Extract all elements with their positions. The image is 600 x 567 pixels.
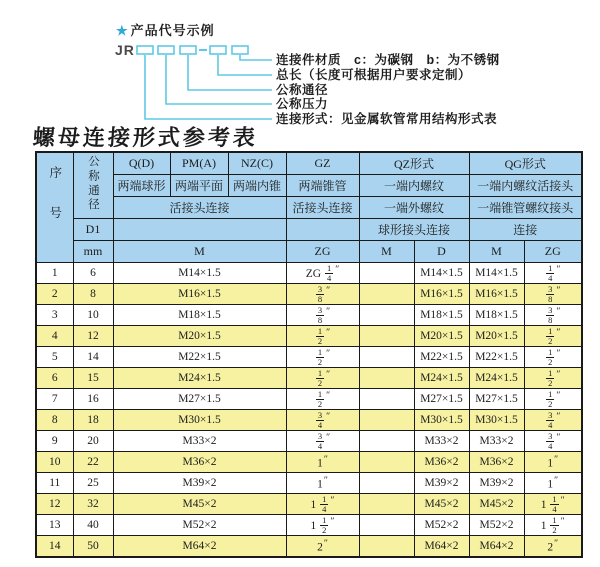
- leader-line-material: [240, 55, 272, 60]
- cell-no: 7: [36, 389, 73, 410]
- cell-no: 12: [36, 494, 73, 515]
- cell-qz-m: [359, 305, 414, 326]
- cell-dn: 50: [73, 536, 113, 558]
- cell-qg-m: M27×1.5: [469, 389, 524, 410]
- label-connection-form: 连接形式：见金属软管常用结构形式表: [276, 112, 498, 126]
- cell-no: 5: [36, 347, 73, 368]
- cell-m: M27×1.5: [113, 389, 286, 410]
- cell-qz-d: M33×2: [414, 431, 469, 452]
- cell-qg-zg: $\frac{1}{2}$ ″: [524, 368, 582, 389]
- cell-qg-zg: $\frac{3}{8}$ ″: [524, 284, 582, 305]
- header-qg-desc1: 一端内螺纹活接头: [469, 175, 582, 197]
- header-qz-desc1: 一端内螺纹: [359, 175, 469, 197]
- cell-m: M45×2: [113, 494, 286, 515]
- code-box-4: [210, 46, 226, 54]
- cell-m: M20×1.5: [113, 326, 286, 347]
- table-row: [36, 452, 582, 473]
- cell-qg-m: M64×2: [469, 536, 524, 558]
- cell-dn: 10: [73, 305, 113, 326]
- cell-no: 4: [36, 326, 73, 347]
- cell-m: M22×1.5: [113, 347, 286, 368]
- cell-gz: 1 $\frac{1}{4}$ ″: [286, 494, 359, 515]
- product-code-prefix: JR: [115, 42, 135, 58]
- cell-m: M18×1.5: [113, 305, 286, 326]
- cell-qg-zg: 1″: [524, 473, 582, 494]
- cell-dn: 14: [73, 347, 113, 368]
- header-unit-qg-m: M: [469, 241, 524, 263]
- cell-qz-d: M27×1.5: [414, 389, 469, 410]
- code-box-2: [158, 46, 174, 54]
- header-unit-qz-m: M: [359, 241, 414, 263]
- cell-qg-zg: $\frac{1}{2}$ ″: [524, 347, 582, 368]
- cell-gz: $\frac{1}{2}$ ″: [286, 326, 359, 347]
- leader-line-connection: [145, 55, 272, 119]
- cell-dn: 32: [73, 494, 113, 515]
- table-row: [36, 431, 582, 452]
- cell-m: M14×1.5: [113, 263, 286, 284]
- cell-qz-d: M20×1.5: [414, 326, 469, 347]
- cell-dn: 8: [73, 284, 113, 305]
- cell-qg-m: M14×1.5: [469, 263, 524, 284]
- cell-dn: 12: [73, 326, 113, 347]
- cell-gz: $\frac{1}{2}$ ″: [286, 368, 359, 389]
- cell-qz-d: M36×2: [414, 452, 469, 473]
- cell-m: M36×2: [113, 452, 286, 473]
- header-serial: 序号: [36, 152, 73, 263]
- table-row: [36, 305, 582, 326]
- cell-qg-zg: $\frac{1}{2}$ ″: [524, 326, 582, 347]
- cell-qg-m: M18×1.5: [469, 305, 524, 326]
- table-title: 螺母连接形式参考表: [32, 125, 259, 150]
- cell-qz-m: [359, 536, 414, 558]
- table-row: [36, 515, 582, 536]
- header-d1: D1: [73, 219, 113, 241]
- cell-qg-zg: $\frac{1}{4}$ ″: [524, 263, 582, 284]
- table-row: [36, 284, 582, 305]
- cell-qg-m: M30×1.5: [469, 410, 524, 431]
- cell-gz: $\frac{3}{8}$ ″: [286, 284, 359, 305]
- cell-dn: 18: [73, 410, 113, 431]
- label-nominal-diameter: 公称通径: [276, 83, 329, 97]
- cell-gz: $\frac{3}{4}$ ″: [286, 431, 359, 452]
- cell-dn: 20: [73, 431, 113, 452]
- cell-qg-zg: $\frac{3}{4}$ ″: [524, 431, 582, 452]
- table-body: [36, 263, 582, 558]
- cell-dn: 6: [73, 263, 113, 284]
- cell-no: 1: [36, 263, 73, 284]
- cell-no: 11: [36, 473, 73, 494]
- cell-qg-zg: 1 $\frac{1}{4}$ ″: [524, 494, 582, 515]
- cell-gz: $\frac{3}{4}$ ″: [286, 410, 359, 431]
- cell-qz-d: M16×1.5: [414, 284, 469, 305]
- header-pma-desc: 两端平面: [170, 175, 228, 197]
- cell-qz-d: M52×2: [414, 515, 469, 536]
- code-box-5: [232, 46, 248, 54]
- cell-qg-zg: $\frac{3}{4}$ ″: [524, 410, 582, 431]
- cell-dn: 16: [73, 389, 113, 410]
- header-qz-form: QZ形式: [359, 152, 469, 175]
- header-unit-qg-zg: ZG: [524, 241, 582, 263]
- cell-qz-d: M39×2: [414, 473, 469, 494]
- cell-qg-m: M45×2: [469, 494, 524, 515]
- cell-m: M24×1.5: [113, 368, 286, 389]
- cell-m: M64×2: [113, 536, 286, 558]
- header-nzc-desc: 两端内锥: [228, 175, 286, 197]
- header-row-2: [36, 175, 582, 197]
- cell-gz: 2″: [286, 536, 359, 558]
- table-row: [36, 368, 582, 389]
- cell-qg-m: M16×1.5: [469, 284, 524, 305]
- cell-qg-m: M22×1.5: [469, 347, 524, 368]
- header-gz-desc: 两端锥管: [286, 175, 359, 197]
- leader-line-pressure: [166, 55, 272, 104]
- cell-qg-m: M39×2: [469, 473, 524, 494]
- cell-qg-m: M20×1.5: [469, 326, 524, 347]
- leader-line-length: [218, 55, 272, 75]
- cell-qz-d: M64×2: [414, 536, 469, 558]
- header-gz-union: 活接头连接: [286, 197, 359, 219]
- code-box-3: [180, 46, 196, 54]
- table-row: [36, 494, 582, 515]
- cell-no: 9: [36, 431, 73, 452]
- cell-qg-m: M33×2: [469, 431, 524, 452]
- header-row-3: [36, 197, 582, 219]
- header-nzc: NZ(C): [228, 152, 286, 175]
- nut-connection-reference-table: [35, 151, 583, 558]
- cell-qz-m: [359, 515, 414, 536]
- cell-no: 3: [36, 305, 73, 326]
- cell-m: M52×2: [113, 515, 286, 536]
- header-unit-mm: mm: [73, 241, 113, 263]
- cell-gz: 1″: [286, 473, 359, 494]
- header-row-1: [36, 152, 582, 175]
- product-code-heading: [116, 20, 215, 39]
- cell-qg-m: M36×2: [469, 452, 524, 473]
- header-unit-qz-d: D: [414, 241, 469, 263]
- cell-no: 13: [36, 515, 73, 536]
- cell-qg-zg: 1″: [524, 452, 582, 473]
- cell-qg-zg: $\frac{3}{8}$ ″: [524, 305, 582, 326]
- cell-m: M39×2: [113, 473, 286, 494]
- table-row: [36, 389, 582, 410]
- cell-qz-m: [359, 263, 414, 284]
- table-header: [36, 152, 582, 263]
- label-nominal-pressure: 公称压力: [276, 97, 329, 111]
- cell-no: 2: [36, 284, 73, 305]
- header-unit-zg-main: ZG: [286, 241, 359, 263]
- cell-gz: $\frac{1}{2}$ ″: [286, 389, 359, 410]
- header-nominal-diameter: 公称通径: [73, 152, 113, 219]
- cell-qz-m: [359, 452, 414, 473]
- header-qd: Q(D): [113, 152, 170, 175]
- cell-qz-m: [359, 284, 414, 305]
- cell-qz-d: M18×1.5: [414, 305, 469, 326]
- cell-dn: 40: [73, 515, 113, 536]
- header-qg-desc2: 一端锥管螺纹接头: [469, 197, 582, 219]
- cell-qz-m: [359, 494, 414, 515]
- cell-m: M30×1.5: [113, 410, 286, 431]
- cell-qz-d: M30×1.5: [414, 410, 469, 431]
- label-connector-material: 连接件材质 c：为碳钢 b：为不锈钢: [276, 53, 500, 67]
- header-unit-m-main: M: [113, 241, 286, 263]
- cell-qg-m: M52×2: [469, 515, 524, 536]
- cell-qz-m: [359, 368, 414, 389]
- cell-gz: $\frac{1}{2}$ ″: [286, 347, 359, 368]
- cell-no: 8: [36, 410, 73, 431]
- table-row: [36, 473, 582, 494]
- table-row: [36, 263, 582, 284]
- header-qz-connection: 球形接头连接: [359, 219, 469, 241]
- table-row: [36, 410, 582, 431]
- cell-qz-m: [359, 410, 414, 431]
- cell-m: M16×1.5: [113, 284, 286, 305]
- header-qz-desc2: 一端外螺纹: [359, 197, 469, 219]
- header-qg-connection: 连接: [469, 219, 582, 241]
- cell-no: 6: [36, 368, 73, 389]
- cell-qz-m: [359, 431, 414, 452]
- header-empty-2: [286, 219, 359, 241]
- header-gz: GZ: [286, 152, 359, 175]
- cell-qg-zg: 2″: [524, 536, 582, 558]
- header-row-4: [36, 219, 582, 241]
- cell-qz-d: M45×2: [414, 494, 469, 515]
- cell-qg-zg: $\frac{1}{2}$ ″: [524, 389, 582, 410]
- cell-dn: 22: [73, 452, 113, 473]
- cell-dn: 15: [73, 368, 113, 389]
- cell-no: 14: [36, 536, 73, 558]
- code-box-1: [137, 46, 153, 54]
- label-total-length: 总长（长度可根据用户要求定制）: [276, 68, 472, 82]
- cell-qg-zg: 1 $\frac{1}{2}$ ″: [524, 515, 582, 536]
- cell-gz: 1″: [286, 452, 359, 473]
- table-row: [36, 326, 582, 347]
- header-row-5: [36, 241, 582, 263]
- header-union-connection: 活接头连接: [113, 197, 286, 219]
- cell-gz: ZG $\frac{1}{4}$ ″: [286, 263, 359, 284]
- cell-qz-m: [359, 473, 414, 494]
- cell-qz-m: [359, 347, 414, 368]
- cell-qz-m: [359, 389, 414, 410]
- header-qg-form: QG形式: [469, 152, 582, 175]
- header-empty-1: [113, 219, 286, 241]
- cell-dn: 25: [73, 473, 113, 494]
- cell-gz: 1 $\frac{1}{2}$ ″: [286, 515, 359, 536]
- cell-no: 10: [36, 452, 73, 473]
- cell-qz-d: M24×1.5: [414, 368, 469, 389]
- product-code-heading-text: 产品代号示例: [130, 23, 215, 38]
- cell-qz-d: M22×1.5: [414, 347, 469, 368]
- cell-m: M33×2: [113, 431, 286, 452]
- cell-gz: $\frac{3}{8}$ ″: [286, 305, 359, 326]
- cell-qg-m: M24×1.5: [469, 368, 524, 389]
- cell-qz-d: M14×1.5: [414, 263, 469, 284]
- table-row: [36, 536, 582, 558]
- star-icon: ★: [116, 23, 129, 38]
- header-pma: PM(A): [170, 152, 228, 175]
- table-row: [36, 347, 582, 368]
- header-qd-desc: 两端球形: [113, 175, 170, 197]
- cell-qz-m: [359, 326, 414, 347]
